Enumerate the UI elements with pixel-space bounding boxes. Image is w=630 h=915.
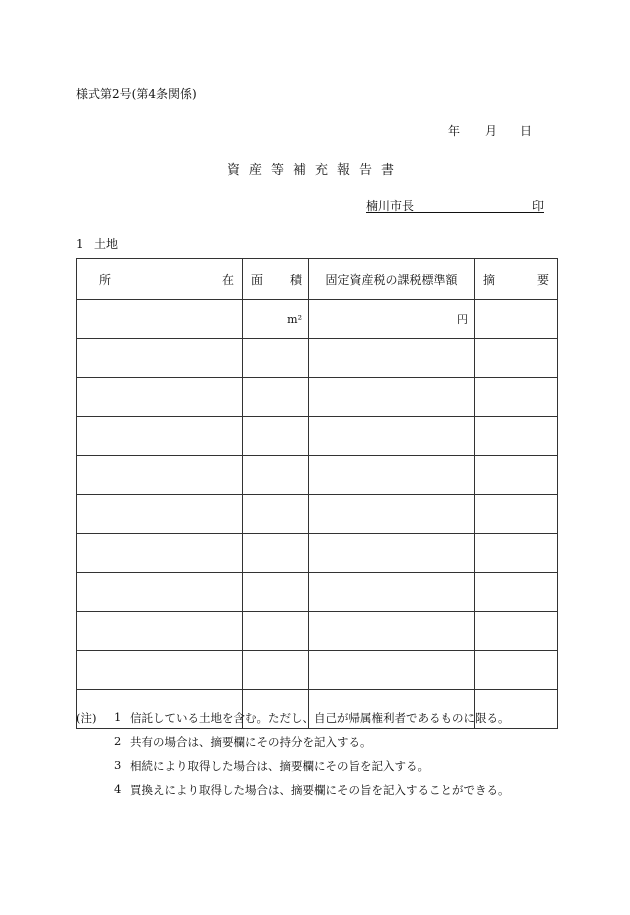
header-area-a: 面 [251,272,264,287]
area-cell[interactable] [243,573,309,612]
location-cell[interactable] [77,300,243,339]
summary-cell[interactable] [475,300,558,339]
header-summary [475,259,558,300]
note-number: 3 [114,758,122,772]
location-cell[interactable] [77,339,243,378]
summary-cell[interactable] [475,573,558,612]
header-summary-a: 摘 [483,272,496,287]
header-tax-value [309,259,475,300]
table-row [77,456,558,495]
summary-cell[interactable] [475,456,558,495]
table-row [77,612,558,651]
table-row [77,495,558,534]
location-cell[interactable] [77,456,243,495]
location-cell[interactable] [77,573,243,612]
table-row [77,417,558,456]
table-row [77,573,558,612]
date-year-label: 年 [448,124,461,138]
area-cell[interactable] [243,378,309,417]
summary-cell[interactable] [475,378,558,417]
table-header-row [77,259,558,300]
tax-value-cell[interactable] [309,651,475,690]
table-row [77,339,558,378]
tax-value-cell[interactable] [309,339,475,378]
tax-value-cell[interactable] [309,573,475,612]
section-number: 1 [76,237,84,251]
note-number: 4 [114,782,122,796]
tax-value-cell[interactable] [309,456,475,495]
note-text: 信託している土地を含む。ただし、自己が帰属権利者であるものに限る。 [130,711,510,725]
note-number: 2 [114,734,122,748]
section-label: 土地 [94,237,119,251]
unit-row [77,300,558,339]
note-text: 相続により取得した場合は、摘要欄にその旨を記入する。 [130,759,429,773]
header-summary-b: 要 [536,272,549,287]
note-text: 買換えにより取得した場合は、摘要欄にその旨を記入することができる。 [130,783,510,797]
date-day-label: 日 [520,124,533,138]
seal-mark: 印 [531,199,544,213]
tax-value-cell[interactable] [309,534,475,573]
summary-cell[interactable] [475,339,558,378]
tax-unit: 円 [457,313,468,326]
note-text: 共有の場合は、摘要欄にその持分を記入する。 [130,735,372,749]
area-cell[interactable] [243,417,309,456]
area-unit-cell[interactable] [243,300,309,339]
area-cell[interactable] [243,339,309,378]
note-number: 1 [114,710,122,724]
header-area [243,259,309,300]
area-cell[interactable] [243,534,309,573]
summary-cell[interactable] [475,612,558,651]
addressee-name: 楠川市長 [366,199,415,213]
section-heading [76,235,118,252]
location-cell[interactable] [77,417,243,456]
land-table [76,258,558,729]
area-cell[interactable] [243,651,309,690]
header-location-a: 所 [99,272,112,287]
summary-cell[interactable] [475,495,558,534]
notes-prefix: (注) [76,711,97,725]
location-cell[interactable] [77,612,243,651]
location-cell[interactable] [77,534,243,573]
header-location [77,259,243,300]
location-cell[interactable] [77,495,243,534]
tax-value-cell[interactable] [309,378,475,417]
tax-value-cell[interactable] [309,612,475,651]
location-cell[interactable] [77,651,243,690]
header-area-b: 積 [289,272,302,287]
summary-cell[interactable] [475,651,558,690]
document-title: 資産等補充報告書 [226,163,403,178]
table-row [77,534,558,573]
header-tax-value-label: 固定資産税の課税標準額 [325,272,458,287]
date-month-label: 月 [485,124,498,138]
area-unit: m² [287,312,302,326]
addressee-line [366,197,544,213]
table-row [77,378,558,417]
location-cell[interactable] [77,378,243,417]
summary-cell[interactable] [475,534,558,573]
header-location-b: 在 [221,272,234,287]
tax-unit-cell[interactable] [309,300,475,339]
form-number: 様式第2号(第4条関係) [76,87,197,101]
table-row [77,651,558,690]
tax-value-cell[interactable] [309,417,475,456]
area-cell[interactable] [243,456,309,495]
area-cell[interactable] [243,495,309,534]
summary-cell[interactable] [475,417,558,456]
area-cell[interactable] [243,612,309,651]
tax-value-cell[interactable] [309,495,475,534]
